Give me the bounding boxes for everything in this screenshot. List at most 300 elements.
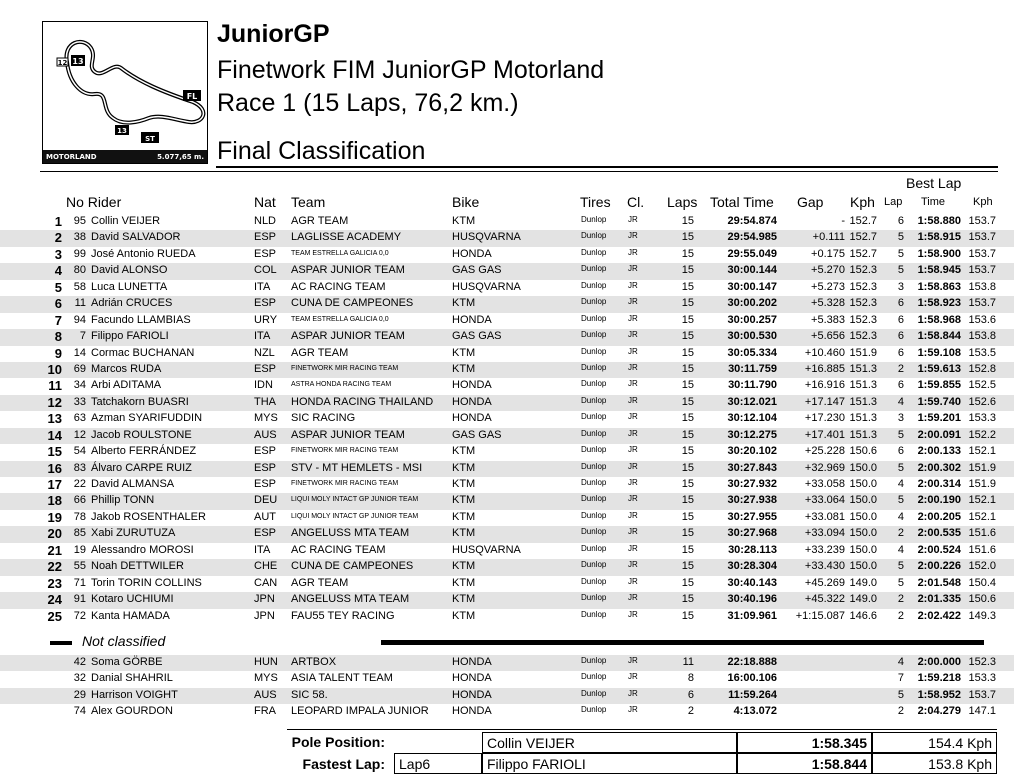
col-team: Team	[291, 194, 326, 210]
speed: 150.0	[849, 527, 877, 540]
header-rule	[216, 166, 998, 168]
best-lap-time: 2:00.535	[917, 527, 961, 540]
rider-name: Xabi ZURUTUZA	[91, 527, 176, 540]
result-row	[0, 263, 1014, 279]
rider-number: 74	[73, 705, 86, 718]
rider-name: Filippo FARIOLI	[91, 330, 169, 343]
tires: Dunlop	[581, 461, 607, 471]
class: JR	[628, 672, 638, 682]
bike: KTM	[452, 461, 476, 474]
class: JR	[628, 412, 638, 422]
best-lap-speed: 150.4	[968, 576, 996, 589]
header-rule-thin	[40, 171, 998, 172]
total-time: 30:00.147	[727, 280, 777, 293]
speed: 151.3	[849, 428, 877, 441]
col-tires: Tires	[580, 194, 611, 210]
best-lap-number: 3	[897, 412, 904, 425]
nationality: ESP	[254, 461, 277, 474]
speed: 149.0	[849, 593, 877, 606]
speed: 150.0	[849, 461, 877, 474]
nationality: FRA	[254, 705, 276, 718]
nationality: JPN	[254, 609, 275, 622]
laps: 15	[681, 510, 694, 523]
position: 3	[54, 246, 62, 262]
best-lap-number: 7	[897, 672, 904, 685]
total-time: 30:05.334	[727, 346, 777, 359]
result-row	[0, 378, 1014, 394]
bike: HUSQVARNA	[452, 231, 521, 244]
position: 25	[47, 608, 62, 624]
best-lap-number: 5	[897, 688, 904, 701]
total-time: 22:18.888	[727, 656, 777, 668]
best-lap-time: 2:00.314	[917, 478, 961, 490]
speed: 151.3	[849, 395, 877, 408]
best-lap-speed: 152.2	[968, 428, 996, 441]
tires: Dunlop	[581, 688, 607, 698]
best-lap-time: 1:58.915	[917, 231, 961, 244]
position: 14	[47, 427, 62, 443]
best-lap-speed: 152.1	[968, 445, 996, 458]
track-length: 5.077,65 m.	[157, 152, 204, 161]
bike: GAS GAS	[452, 428, 502, 441]
rider-number: 33	[73, 395, 86, 408]
best-lap-speed: 151.6	[968, 527, 996, 540]
bike: KTM	[452, 362, 476, 375]
best-lap-number: 4	[897, 510, 904, 523]
team: ANGELUSS MTA TEAM	[291, 593, 410, 606]
class: JR	[628, 478, 638, 487]
tires: Dunlop	[581, 656, 607, 665]
result-row	[0, 428, 1014, 444]
gap: +5.383	[811, 313, 845, 326]
best-lap-number: 4	[897, 395, 904, 408]
rider-name: Alberto FERRÁNDEZ	[91, 445, 197, 458]
best-lap-speed: 152.5	[968, 379, 996, 392]
rider-name: Marcos RUDA	[91, 362, 162, 375]
nationality: ITA	[254, 280, 271, 293]
gap: +33.064	[804, 494, 845, 507]
result-row	[0, 510, 1014, 526]
best-lap-number: 2	[897, 593, 904, 606]
position: 19	[47, 509, 62, 525]
class: JR	[628, 215, 638, 224]
best-lap-speed: 151.9	[968, 461, 996, 474]
best-lap-number: 6	[897, 215, 904, 227]
team: FINETWORK MIR RACING TEAM	[291, 480, 399, 487]
best-lap-number: 6	[897, 313, 904, 326]
best-lap-time: 2:00.190	[917, 494, 961, 507]
team: SIC 58.	[291, 688, 328, 701]
rider-name: Adrián CRUCES	[91, 297, 173, 310]
result-row	[0, 230, 1014, 246]
best-lap-number: 5	[897, 428, 904, 441]
best-lap-number: 5	[897, 247, 904, 260]
laps: 15	[681, 330, 694, 343]
best-lap-speed: 152.3	[968, 656, 996, 668]
tires: Dunlop	[581, 609, 607, 619]
not-classified-heading: Not classified	[82, 633, 166, 649]
rider-name: Cormac BUCHANAN	[91, 346, 195, 359]
best-lap-speed: 153.7	[968, 264, 996, 277]
gap: +5.328	[811, 297, 845, 310]
corner-label: 13	[117, 127, 127, 135]
result-row	[0, 395, 1014, 411]
total-time: 30:12.275	[727, 428, 777, 441]
tires: Dunlop	[581, 543, 607, 553]
bike: KTM	[452, 576, 476, 589]
best-lap-time: 1:59.201	[917, 412, 961, 425]
speed: 152.7	[849, 231, 877, 244]
laps: 15	[681, 560, 694, 573]
bike: KTM	[452, 494, 476, 507]
bike: KTM	[452, 510, 476, 523]
best-lap-speed: 153.8	[968, 280, 996, 293]
team: TEAM ESTRELLA GALICIA 0,0	[291, 249, 389, 257]
rider-number: 12	[73, 428, 86, 441]
best-lap-speed: 151.6	[968, 543, 996, 556]
bike: HONDA	[452, 313, 492, 326]
result-row	[0, 362, 1014, 378]
gap: +25.228	[804, 445, 845, 458]
tires: Dunlop	[581, 527, 607, 537]
speed: 150.6	[849, 445, 877, 458]
rider-number: 7	[79, 330, 86, 343]
gap: +33.081	[804, 510, 845, 523]
laps: 15	[681, 527, 694, 540]
gap: +32.969	[804, 461, 845, 474]
col-bl-lap: Lap	[884, 196, 903, 208]
nationality: NZL	[254, 346, 275, 359]
gap: +0.175	[811, 247, 845, 260]
class: JR	[628, 280, 638, 290]
best-lap-speed: 153.7	[968, 231, 996, 244]
team: SIC RACING	[291, 412, 356, 425]
corner-label: ST	[145, 135, 155, 143]
position: 23	[47, 575, 62, 591]
pole-speed: 154.4 Kph	[872, 732, 997, 753]
position: 7	[54, 312, 62, 328]
result-row	[0, 493, 1014, 509]
tires: Dunlop	[581, 297, 607, 307]
gap: +33.058	[804, 478, 845, 490]
best-lap-time: 2:01.548	[917, 576, 961, 589]
total-time: 30:28.113	[728, 543, 777, 556]
laps: 15	[681, 280, 694, 293]
bike: HONDA	[452, 247, 492, 260]
race-title: Race 1 (15 Laps, 76,2 km.)	[217, 89, 519, 117]
col-total-time: Total Time	[710, 194, 774, 210]
best-lap-speed: 153.5	[968, 346, 996, 359]
best-lap-time: 1:59.218	[917, 672, 961, 685]
class: JR	[628, 264, 638, 274]
best-lap-number: 6	[897, 330, 904, 343]
fastest-time: 1:58.844	[737, 753, 872, 774]
gap: +17.401	[804, 428, 845, 441]
corner-label: 12	[57, 59, 68, 67]
not-classified-row	[0, 704, 1014, 720]
laps: 15	[681, 543, 694, 556]
bike: KTM	[452, 215, 476, 227]
best-lap-speed: 152.0	[968, 560, 996, 573]
gap: +33.239	[804, 543, 845, 556]
best-lap-time: 2:00.091	[917, 428, 961, 441]
best-lap-speed: 152.1	[968, 510, 996, 523]
position: 15	[47, 444, 62, 460]
result-row	[0, 444, 1014, 460]
result-row	[0, 247, 1014, 263]
total-time: 30:00.530	[727, 330, 777, 343]
gap: +33.094	[804, 527, 845, 540]
bike: GAS GAS	[452, 330, 502, 343]
bike: HONDA	[452, 656, 492, 668]
bike: HONDA	[452, 688, 492, 701]
best-lap-number: 2	[897, 362, 904, 375]
team: ARTBOX	[291, 656, 337, 668]
speed: 151.9	[849, 346, 877, 359]
laps: 15	[681, 461, 694, 474]
rider-number: 85	[73, 527, 86, 540]
team: FAU55 TEY RACING	[291, 609, 395, 622]
bike: HONDA	[452, 705, 492, 718]
best-lap-speed: 152.1	[968, 494, 996, 507]
result-row	[0, 477, 1014, 493]
class: JR	[628, 231, 638, 241]
rider-name: Jacob ROULSTONE	[91, 428, 192, 441]
bike: GAS GAS	[452, 264, 502, 277]
best-lap-number: 5	[897, 576, 904, 589]
total-time: 4:13.072	[733, 705, 777, 718]
best-lap-number: 6	[897, 346, 904, 359]
rider-number: 29	[73, 688, 86, 701]
pole-label: Pole Position:	[291, 734, 385, 750]
speed: 152.3	[849, 280, 877, 293]
rider-number: 58	[73, 280, 86, 293]
best-lap-speed: 151.9	[968, 478, 996, 490]
pole-time: 1:58.345	[737, 732, 872, 753]
class: JR	[628, 609, 638, 619]
rider-name: Luca LUNETTA	[91, 280, 168, 293]
nationality: IDN	[254, 379, 273, 392]
result-row	[0, 592, 1014, 608]
nationality: ESP	[254, 527, 277, 540]
rider-name: Alex GOURDON	[91, 705, 173, 718]
position: 1	[54, 214, 62, 229]
track-map	[42, 21, 208, 164]
result-row	[0, 411, 1014, 427]
best-lap-number: 5	[897, 494, 904, 507]
class: JR	[628, 461, 638, 471]
rider-number: 78	[73, 510, 86, 523]
nationality: CAN	[254, 576, 278, 589]
col-bl-time: Time	[921, 196, 946, 208]
tires: Dunlop	[581, 576, 607, 586]
class: JR	[628, 527, 638, 537]
class: JR	[628, 297, 638, 307]
tires: Dunlop	[581, 215, 607, 224]
total-time: 30:40.143	[727, 576, 777, 589]
total-time: 30:27.932	[727, 478, 777, 490]
bike: HONDA	[452, 412, 492, 425]
rider-number: 22	[73, 478, 86, 490]
best-lap-speed: 152.6	[968, 395, 996, 408]
rider-number: 72	[73, 609, 86, 622]
col-bl-kph: Kph	[973, 196, 993, 208]
class: JR	[628, 560, 638, 570]
team: LEOPARD IMPALA JUNIOR	[291, 705, 429, 718]
nationality: ESP	[254, 231, 277, 244]
best-lap-time: 2:02.422	[917, 609, 961, 622]
nationality: AUS	[254, 428, 277, 441]
team: ASIA TALENT TEAM	[291, 672, 393, 685]
rider-name: Kanta HAMADA	[91, 609, 170, 622]
nationality: MYS	[254, 672, 278, 685]
nationality: MYS	[254, 412, 278, 425]
rider-number: 32	[73, 672, 86, 685]
laps: 15	[681, 576, 694, 589]
result-row	[0, 609, 1014, 625]
best-lap-number: 2	[897, 609, 904, 622]
best-lap-number: 4	[897, 656, 904, 668]
total-time: 30:12.104	[727, 412, 777, 425]
gap: +0.111	[812, 231, 845, 244]
speed: 150.0	[849, 560, 877, 573]
rider-name: David SALVADOR	[91, 231, 181, 244]
tires: Dunlop	[581, 705, 607, 715]
best-lap-number: 4	[897, 478, 904, 490]
class: JR	[628, 313, 638, 323]
tires: Dunlop	[581, 412, 607, 422]
total-time: 16:00.106	[727, 672, 777, 685]
total-time: 30:00.257	[727, 313, 777, 326]
class: JR	[628, 593, 638, 603]
rider-number: 66	[73, 494, 86, 507]
laps: 15	[681, 215, 694, 227]
bike: HONDA	[452, 395, 492, 408]
rider-number: 34	[73, 379, 86, 392]
gap: +33.430	[804, 560, 845, 573]
total-time: 29:54.874	[727, 215, 777, 227]
bike: HUSQVARNA	[452, 543, 521, 556]
gap: -	[841, 215, 845, 227]
bike: KTM	[452, 560, 476, 573]
team: ASTRA HONDA RACING TEAM	[291, 381, 392, 389]
rider-name: Alessandro MOROSI	[91, 543, 194, 556]
class: JR	[628, 330, 638, 340]
position: 18	[47, 493, 62, 509]
rider-name: David ALONSO	[91, 264, 168, 277]
class: JR	[628, 688, 638, 698]
best-lap-speed: 149.3	[968, 609, 996, 622]
position: 4	[54, 263, 62, 279]
best-lap-number: 5	[897, 231, 904, 244]
tires: Dunlop	[581, 494, 607, 504]
bike: KTM	[452, 593, 476, 606]
best-lap-time: 1:58.863	[917, 280, 961, 293]
result-row	[0, 296, 1014, 312]
gap: +17.147	[804, 395, 845, 408]
best-lap-number: 5	[897, 461, 904, 474]
classification-title: Final Classification	[217, 137, 426, 165]
tires: Dunlop	[581, 362, 607, 372]
class: JR	[628, 543, 638, 553]
col-bike: Bike	[452, 194, 480, 210]
nationality: ITA	[254, 330, 271, 343]
best-lap-speed: 153.7	[968, 215, 996, 227]
best-lap-time: 2:00.524	[917, 543, 961, 556]
fastest-rider: Filippo FARIOLI	[482, 753, 737, 774]
rider-name: Álvaro CARPE RUIZ	[91, 461, 192, 474]
team: LIQUI MOLY INTACT GP JUNIOR TEAM	[291, 512, 419, 520]
tires: Dunlop	[581, 593, 607, 603]
result-row	[0, 543, 1014, 559]
nationality: DEU	[254, 494, 278, 507]
class: JR	[628, 576, 638, 586]
class: JR	[628, 494, 638, 504]
speed: 150.0	[849, 494, 877, 507]
rider-number: 95	[73, 215, 86, 227]
gap: +1:15.087	[795, 609, 845, 622]
best-lap-time: 1:58.844	[917, 330, 961, 343]
best-lap-number: 4	[897, 543, 904, 556]
result-row	[0, 346, 1014, 362]
total-time: 30:20.102	[727, 445, 777, 458]
speed: 152.3	[849, 313, 877, 326]
total-time: 29:54.985	[727, 231, 777, 244]
total-time: 29:55.049	[727, 247, 777, 260]
position: 5	[54, 279, 62, 295]
laps: 15	[681, 428, 694, 441]
tires: Dunlop	[581, 264, 607, 274]
nationality: AUS	[254, 688, 277, 701]
speed: 151.3	[849, 412, 877, 425]
team: LAGLISSE ACADEMY	[291, 231, 402, 244]
nationality: URY	[254, 313, 278, 326]
event-title: Finetwork FIM JuniorGP Motorland	[217, 56, 605, 84]
tires: Dunlop	[581, 510, 607, 520]
rider-number: 69	[73, 362, 86, 375]
laps: 15	[681, 445, 694, 458]
tires: Dunlop	[581, 247, 607, 257]
laps: 15	[681, 478, 694, 490]
position: 22	[47, 559, 62, 575]
best-lap-speed: 153.3	[968, 672, 996, 685]
gap: +5.270	[811, 264, 845, 277]
class: JR	[628, 379, 638, 389]
best-lap-time: 1:59.108	[917, 346, 961, 359]
class: JR	[628, 510, 638, 520]
team: CUNA DE CAMPEONES	[291, 297, 414, 310]
rider-number: 80	[73, 264, 86, 277]
bike: KTM	[452, 346, 476, 359]
position: 24	[47, 592, 62, 608]
position: 12	[47, 394, 62, 410]
position: 10	[47, 361, 62, 377]
best-lap-number: 6	[897, 445, 904, 458]
best-lap-time: 2:00.133	[917, 445, 961, 458]
rider-name: Phillip TONN	[91, 494, 155, 507]
nationality: HUN	[254, 656, 278, 668]
team: AGR TEAM	[291, 576, 349, 589]
rider-name: Harrison VOIGHT	[91, 688, 178, 701]
tires: Dunlop	[581, 478, 607, 487]
best-lap-number: 5	[897, 560, 904, 573]
col-cl: Cl.	[627, 194, 645, 210]
best-lap-time: 2:00.000	[917, 656, 961, 668]
laps: 15	[681, 494, 694, 507]
best-lap-number: 2	[897, 527, 904, 540]
speed: 151.3	[849, 379, 877, 392]
nationality: CHE	[254, 560, 278, 573]
